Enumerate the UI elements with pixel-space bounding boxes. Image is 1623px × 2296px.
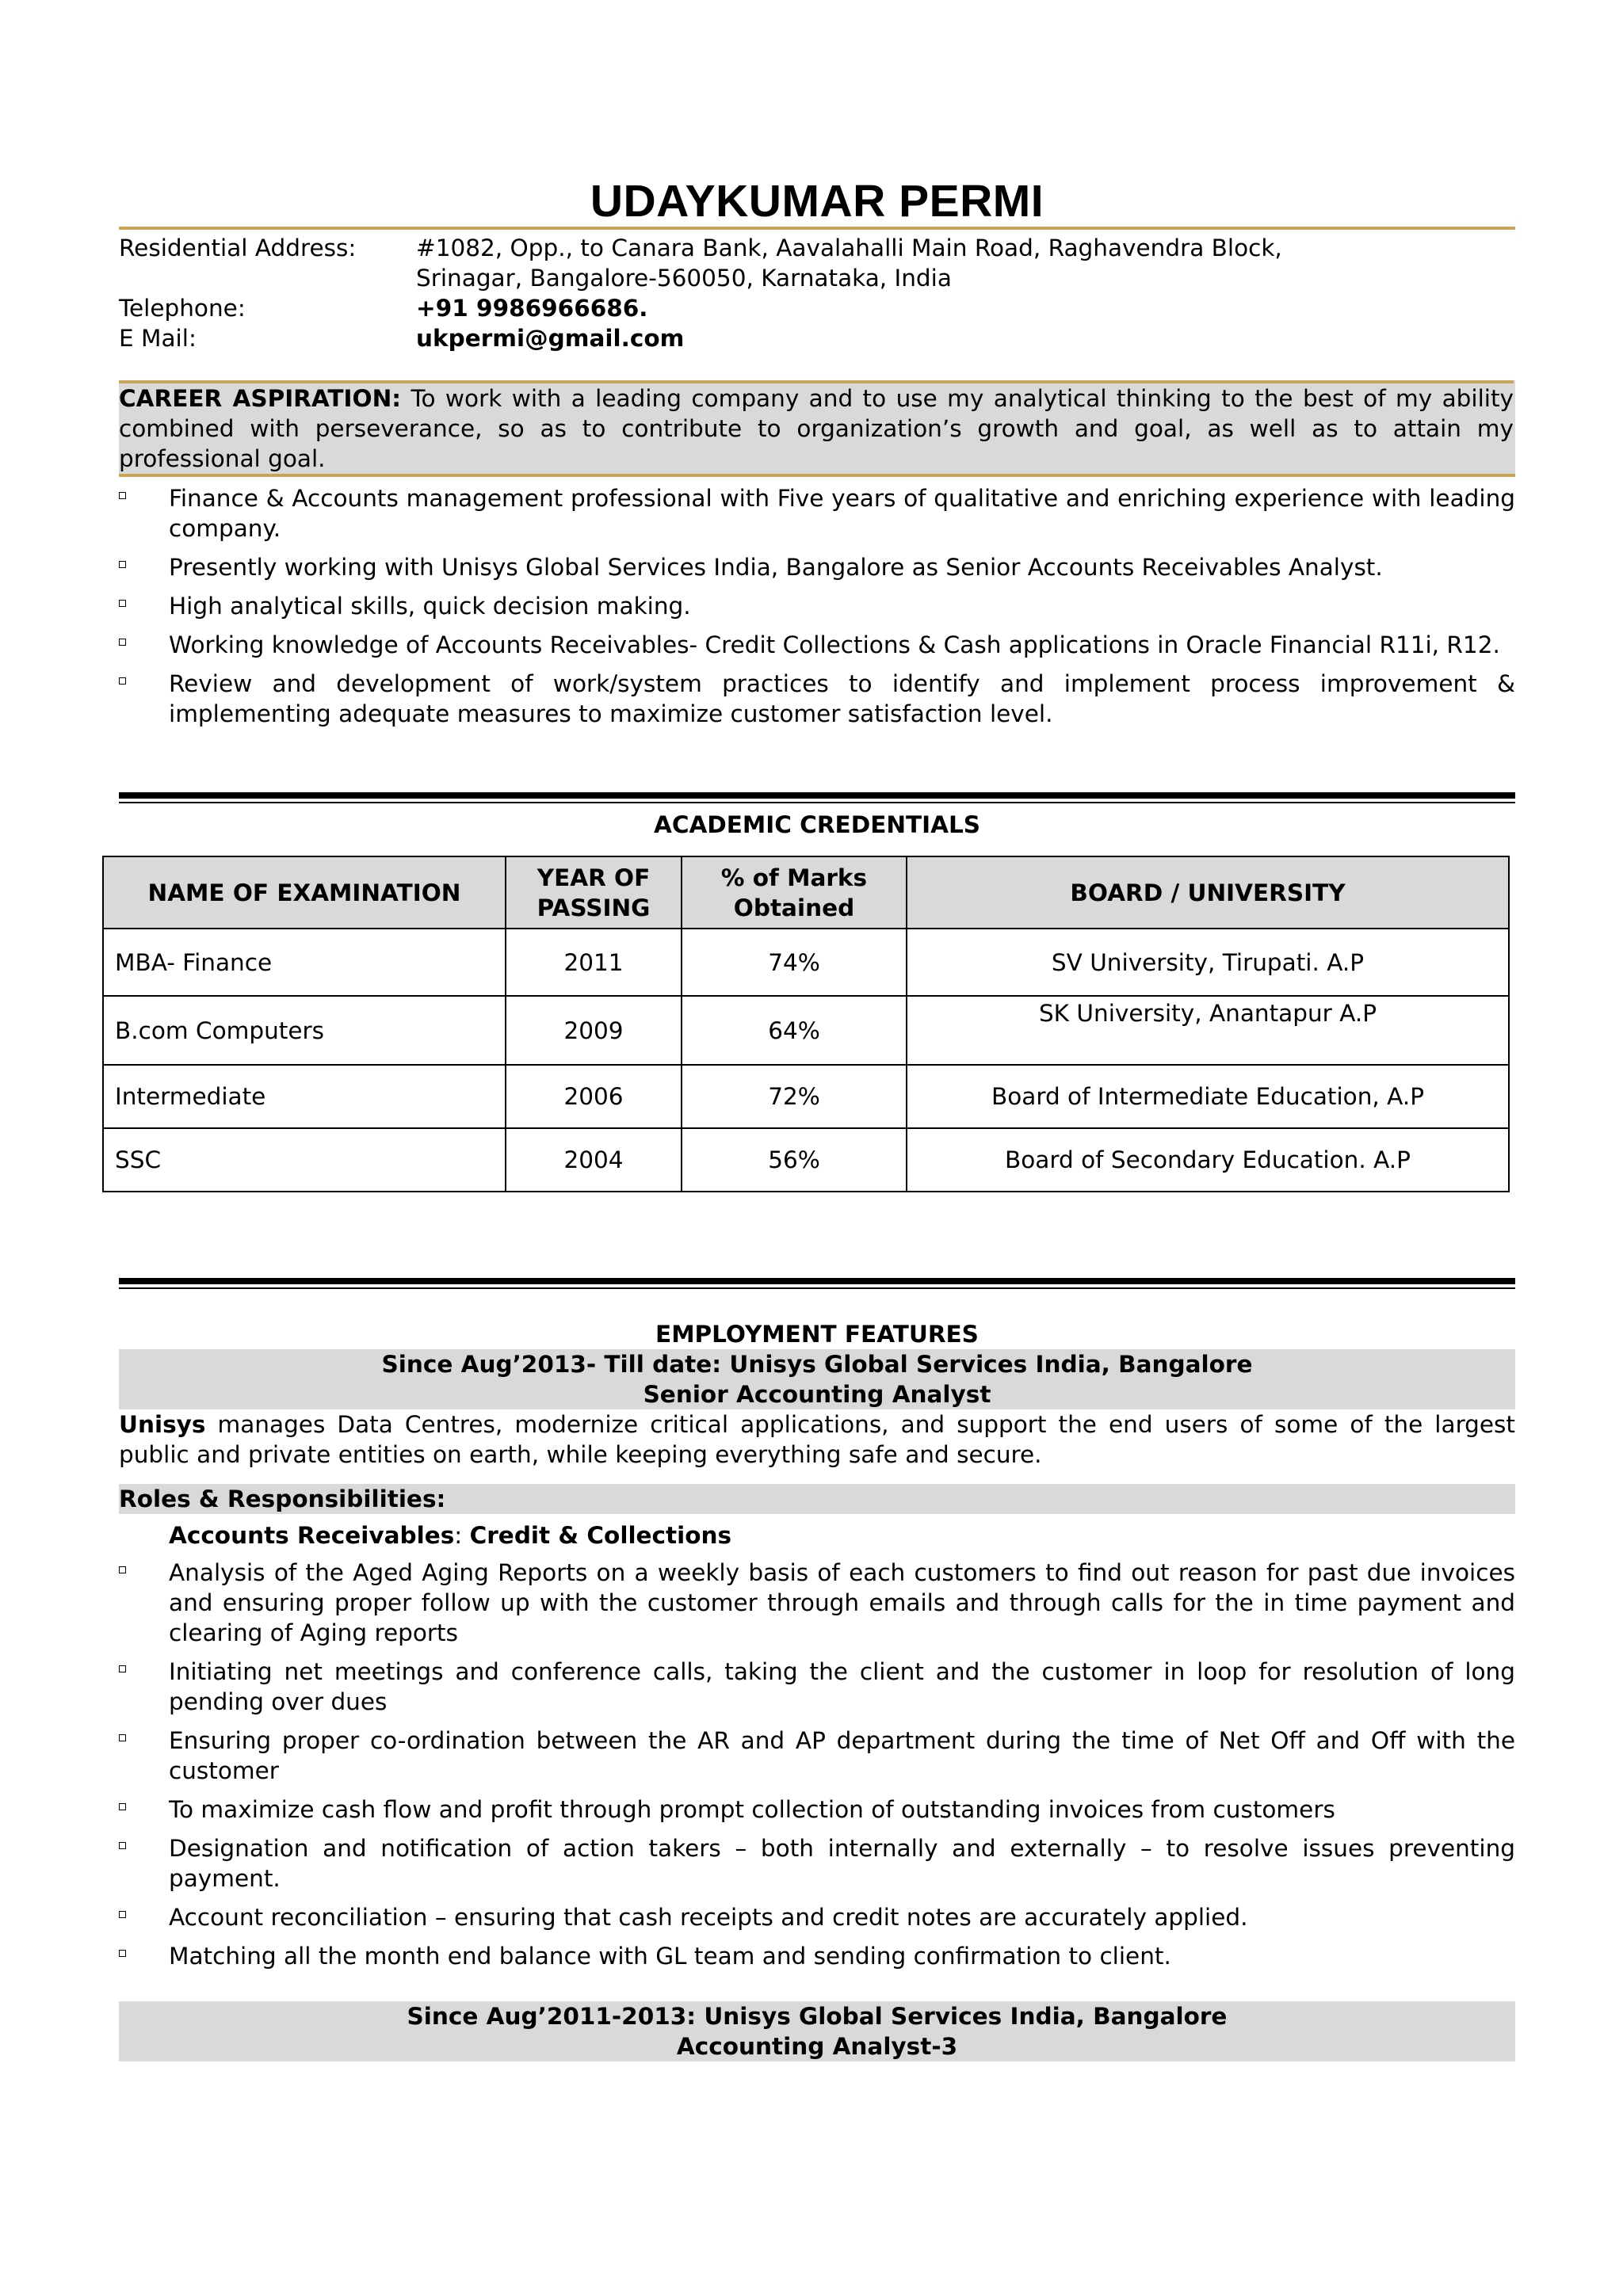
summary-list xyxy=(119,483,1515,729)
list-item: To maximize cash flow and profit through prompt collection of outstanding invoices from customers xyxy=(119,1794,1515,1825)
list-item: Matching all the month end balance with GL team and sending confirmation to client. xyxy=(119,1941,1515,1971)
company-name: Unisys xyxy=(119,1411,206,1438)
job-2-period: Since Aug’2011-2013: Unisys Global Services India, Bangalore xyxy=(407,2003,1228,2030)
list-item: Finance & Accounts management professional with Five years of qualitative and enriching experience with leading company. xyxy=(119,483,1515,543)
square-bullet-icon xyxy=(119,1911,126,1918)
job-2-role: Accounting Analyst-3 xyxy=(676,2033,958,2060)
list-item: Designation and notification of action takers – both internally and externally – to resolve issues preventing payment. xyxy=(119,1833,1515,1894)
col-exam-header: NAME OF EXAMINATION xyxy=(103,856,506,929)
list-item: Ensuring proper co-ordination between the AR and AP department during the time of Net Off and Off with the customer xyxy=(119,1726,1515,1786)
table-row: SSC 2004 56% Board of Secondary Education. A.P xyxy=(103,1128,1509,1192)
job-2-header xyxy=(119,2001,1515,2061)
square-bullet-icon xyxy=(119,1842,126,1849)
table-header-row xyxy=(103,856,1509,929)
contact-block xyxy=(119,233,1515,353)
duties-list xyxy=(119,1558,1515,1971)
resume-page xyxy=(115,176,1515,2061)
col-year-header: YEAR OF PASSING xyxy=(506,856,682,929)
roles-subheading: Accounts Receivables: Credit & Collections xyxy=(169,1522,732,1549)
square-bullet-icon xyxy=(119,1566,126,1573)
address-line-2: Srinagar, Bangalore-560050, Karnataka, India xyxy=(416,265,952,292)
list-item: Presently working with Unisys Global Services India, Bangalore as Senior Accounts Receivables Analyst. xyxy=(119,552,1515,582)
square-bullet-icon xyxy=(119,1734,126,1741)
list-item: High analytical skills, quick decision making. xyxy=(119,591,1515,621)
candidate-name: UDAYKUMAR PERMI xyxy=(590,176,1044,227)
list-item: Account reconciliation – ensuring that cash receipts and credit notes are accurately applied. xyxy=(119,1902,1515,1932)
col-marks-header: % of Marks Obtained xyxy=(682,856,907,929)
square-bullet-icon xyxy=(119,561,126,568)
square-bullet-icon xyxy=(119,639,126,646)
employment-title: EMPLOYMENT FEATURES xyxy=(655,1321,979,1348)
gold-divider xyxy=(119,227,1515,230)
academic-table xyxy=(102,856,1510,1192)
job-1-header xyxy=(119,1349,1515,1409)
section-divider xyxy=(119,1278,1515,1284)
email-label: E Mail: xyxy=(119,325,197,352)
roles-heading: Roles & Responsibilities: xyxy=(119,1484,1515,1514)
telephone-value: +91 9986966686. xyxy=(416,295,648,322)
job-1-role: Senior Accounting Analyst xyxy=(643,1381,991,1408)
table-row: Intermediate 2006 72% Board of Intermediate Education, A.P xyxy=(103,1065,1509,1128)
academic-title: ACADEMIC CREDENTIALS xyxy=(653,811,981,838)
address-label: Residential Address: xyxy=(119,235,357,261)
table-row: MBA- Finance 2011 74% SV University, Tirupati. A.P xyxy=(103,929,1509,996)
square-bullet-icon xyxy=(119,600,126,607)
col-board-header: BOARD / UNIVERSITY xyxy=(907,856,1509,929)
email-value: ukpermi@gmail.com xyxy=(416,325,685,352)
list-item: Analysis of the Aged Aging Reports on a weekly basis of each customers to find out reason for past due invoices and ensuring proper follow up with the customer through emails and through calls for the in time payment and clearing of Aging reports xyxy=(119,1558,1515,1648)
square-bullet-icon xyxy=(119,1665,126,1672)
list-item: Working knowledge of Accounts Receivables- Credit Collections & Cash applications in Oracle Financial R11i, R12. xyxy=(119,630,1515,660)
square-bullet-icon xyxy=(119,677,126,685)
telephone-label: Telephone: xyxy=(119,295,246,322)
job-1-period: Since Aug’2013- Till date: Unisys Global Services India, Bangalore xyxy=(381,1351,1253,1378)
career-aspiration xyxy=(119,380,1515,477)
career-aspiration-text: To work with a leading company and to use my analytical thinking to the best of my ability combined with perseverance, so as to contribute to organization’s growth and goal, as well as to attain my professional goal. xyxy=(119,385,1514,472)
table-row: B.com Computers 2009 64% SK University, Anantapur A.P xyxy=(103,996,1509,1065)
section-divider xyxy=(119,792,1515,799)
list-item: Initiating net meetings and conference calls, taking the client and the customer in loop for resolution of long pending over dues xyxy=(119,1657,1515,1717)
square-bullet-icon xyxy=(119,1950,126,1957)
career-aspiration-label: CAREER ASPIRATION: xyxy=(119,385,402,412)
square-bullet-icon xyxy=(119,1803,126,1810)
square-bullet-icon xyxy=(119,492,126,499)
list-item: Review and development of work/system practices to identify and implement process improvement & implementing adequate measures to maximize customer satisfaction level. xyxy=(119,669,1515,729)
company-description xyxy=(119,1409,1515,1470)
address-line-1: #1082, Opp., to Canara Bank, Aavalahalli Main Road, Raghavendra Block, xyxy=(416,235,1282,261)
company-desc-text: manages Data Centres, modernize critical applications, and support the end users of some of the largest public and private entities on earth, while keeping everything safe and secure. xyxy=(119,1411,1515,1468)
